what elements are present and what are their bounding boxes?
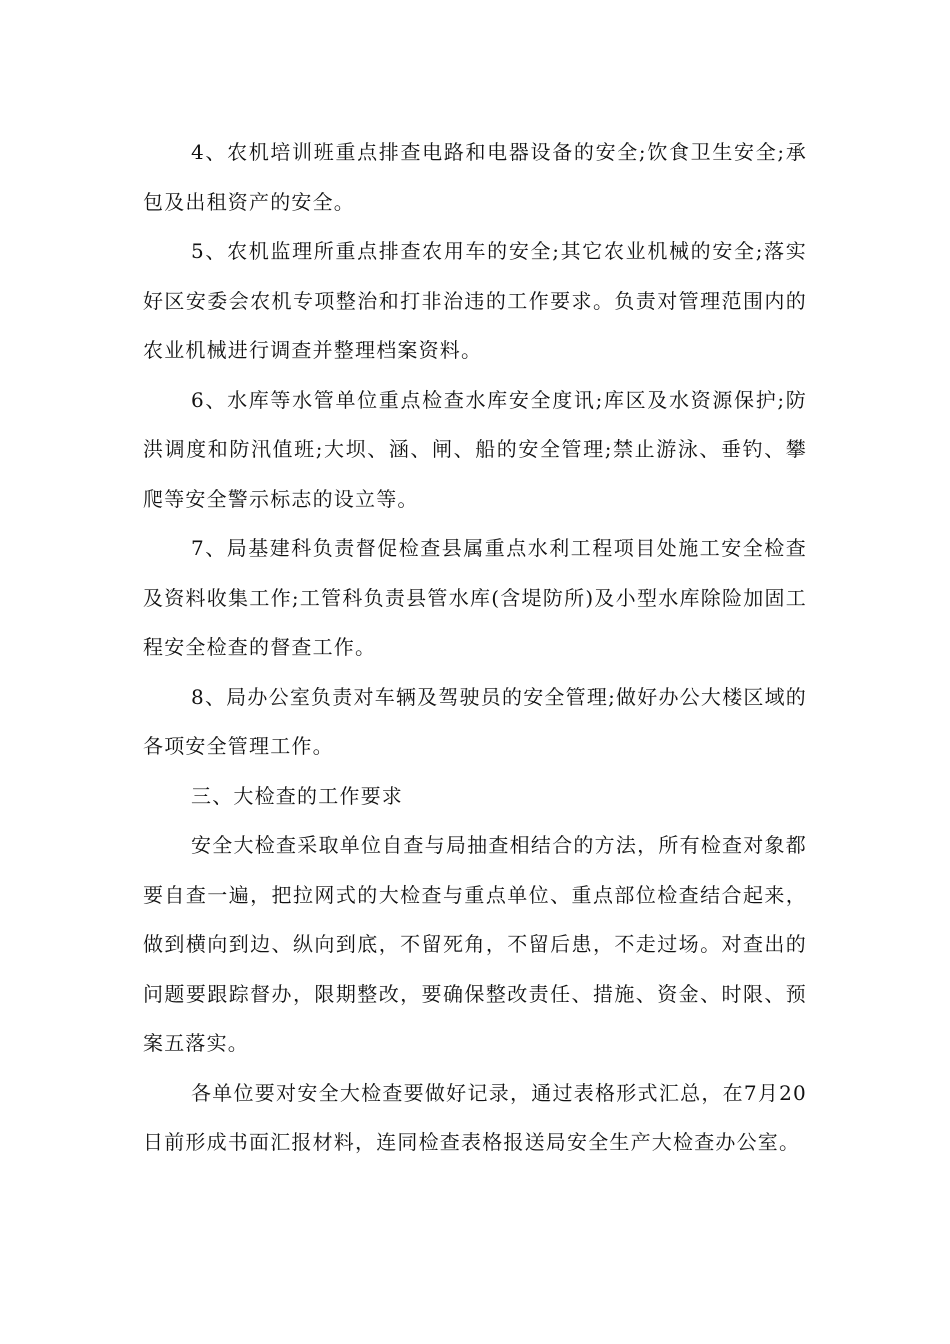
paragraph-item-6-reservoir-units: 6、水库等水管单位重点检查水库安全度讯;库区及水资源保护;防洪调度和防汛值班;大坝、涵、闸、船的安全管理;禁止游泳、垂钓、攀爬等安全警示标志的设立等。 xyxy=(143,387,807,511)
paragraph-item-5-supervision-station: 5、农机监理所重点排查农用车的安全;其它农业机械的安全;落实好区安委会农机专项整治和打非治违的工作要求。负责对管理范围内的农业机械进行调查并整理档案资料。 xyxy=(143,239,807,362)
document-body xyxy=(143,128,807,1168)
paragraph-inspection-method: 安全大检查采取单位自查与局抽查相结合的方法，所有检查对象都要自查一遍，把拉网式的大检查与重点单位、重点部位检查结合起来，做到横向到边、纵向到底，不留死角，不留后患，不走过场。对查出的问题要跟踪督办，限期整改，要确保整改责任、措施、资金、时限、预案五落实。 xyxy=(143,833,807,1055)
paragraph-item-8-office: 8、局办公室负责对车辆及驾驶员的安全管理;做好办公大楼区域的各项安全管理工作。 xyxy=(143,684,807,758)
section-heading-work-requirements: 三、大检查的工作要求 xyxy=(191,783,403,808)
paragraph-item-4-training-class: 4、农机培训班重点排查电路和电器设备的安全;饮食卫生安全;承包及出租资产的安全。 xyxy=(143,140,807,214)
paragraph-reporting-deadline: 各单位要对安全大检查要做好记录，通过表格形式汇总，在7月20日前形成书面汇报材料，连同检查表格报送局安全生产大检查办公室。 xyxy=(143,1080,807,1154)
paragraph-item-7-construction-section: 7、局基建科负责督促检查县属重点水利工程项目处施工安全检查及资料收集工作;工管科负责县管水库(含堤防所)及小型水库除险加固工程安全检查的督查工作。 xyxy=(143,536,807,659)
